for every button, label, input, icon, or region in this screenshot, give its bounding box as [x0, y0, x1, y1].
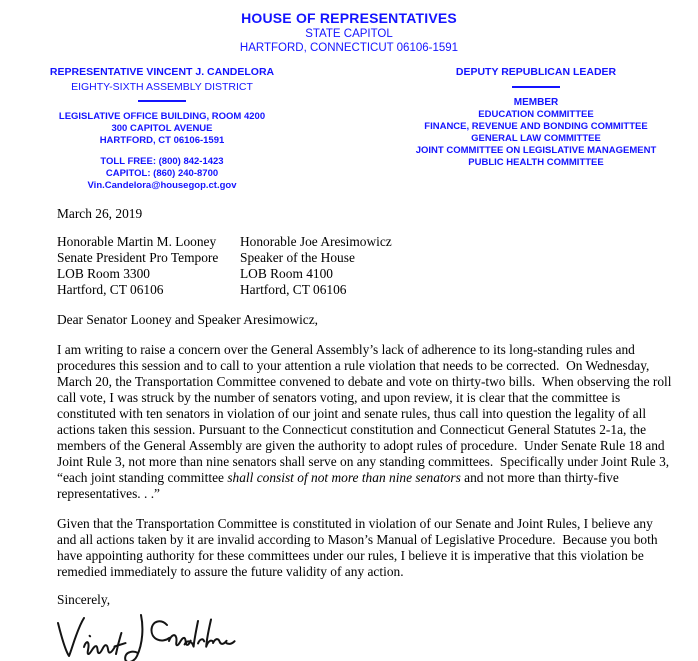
letterhead-center [0, 10, 698, 54]
recipients [57, 234, 674, 298]
recipient-line: Hartford, CT 06106 [240, 282, 347, 297]
committee-item: FINANCE, REVENUE AND BONDING COMMITTEE [424, 121, 648, 132]
address-line: 300 CAPITOL AVENUE [111, 123, 213, 134]
text-segment: I am writing to raise a concern over the General Assembly’s lack of adherence to its long-standing rules and procedures this session and to call to your attention a rule violation that needs to be corrected. On Wednesday, March 20, the Transportation Committee convened to debate and vote on thirty-two bills. When observing the roll call vote, I was struck by the number of senators voting, and upon review, it is clear that the committee is constituted with ten senators in violation of our joint and senate rules, thus call into question the legality of all actions taken this session. Pursuant to the Connecticut constitution and Connecticut General Statutes 2-1a, the members of the General Assembly are given the authority to adopt rules of procedure. Under Senate Rule 18 and Joint Rule 3, not more than nine senators shall serve on any standing committees. Specifically under Joint Rule 3, “each joint standing committee [57, 342, 675, 485]
recipient-line: Honorable Joe Aresimowicz [240, 234, 392, 249]
representative-block [6, 66, 318, 192]
assembly-district: EIGHTY-SIXTH ASSEMBLY DISTRICT [71, 81, 253, 93]
office-address [6, 111, 318, 147]
representative-name: REPRESENTATIVE VINCENT J. CANDELORA [49, 66, 275, 78]
paragraph [57, 342, 674, 502]
contact-info [6, 156, 318, 192]
italic-quote-segment: shall consist of not more than nine senators [227, 470, 461, 485]
paragraph [57, 516, 674, 580]
capitol-address-line: HARTFORD, CONNECTICUT 06106-1591 [239, 42, 459, 54]
closing: Sincerely, [57, 592, 111, 607]
committee-item: PUBLIC HEALTH COMMITTEE [468, 157, 604, 168]
salutation: Dear Senator Looney and Speaker Aresimowicz, [57, 312, 319, 327]
letter-paragraphs [57, 342, 674, 580]
contact-line: Vin.Candelora@housegop.ct.gov [87, 180, 237, 191]
recipient-looney [57, 234, 240, 298]
recipient-line: Speaker of the House [240, 250, 355, 265]
state-capitol-line: STATE CAPITOL [305, 28, 393, 40]
committee-item: JOINT COMMITTEE ON LEGISLATIVE MANAGEMENT [415, 145, 657, 156]
letterhead-columns [0, 66, 698, 192]
recipient-line: LOB Room 4100 [240, 266, 333, 281]
contact-line: CAPITOL: (860) 240-8700 [105, 168, 219, 179]
signature [53, 610, 674, 661]
address-line: LEGISLATIVE OFFICE BUILDING, ROOM 4200 [58, 111, 266, 122]
committee-item: GENERAL LAW COMMITTEE [471, 133, 601, 144]
house-title: HOUSE OF REPRESENTATIVES [241, 10, 457, 26]
member-label: MEMBER [513, 97, 559, 108]
letter-body [0, 206, 698, 661]
text-segment: and not more than thirty-five representatives. . .” [57, 470, 623, 501]
text-segment: Given that the Transportation Committee is constituted in violation of our Senate and Joint Rules, I believe any and all actions taken by it are invalid according to Mason’s Manual of Legislative Procedure. Because you both have appointing authority for these committees under our rules, I believe it is imperative that this violation be remedied immediately to assure the future validity of any action. [57, 516, 661, 579]
signature-image [53, 610, 238, 661]
recipient-line: Honorable Martin M. Looney [57, 234, 217, 249]
leadership-block [380, 66, 692, 192]
letterhead [0, 0, 698, 192]
recipient-line: LOB Room 3300 [57, 266, 150, 281]
divider-line [512, 86, 560, 88]
committee-list [380, 109, 692, 169]
recipient-line: Senate President Pro Tempore [57, 250, 219, 265]
address-line: HARTFORD, CT 06106-1591 [99, 135, 225, 146]
recipient-aresimowicz [240, 234, 423, 298]
committee-item: EDUCATION COMMITTEE [478, 109, 594, 120]
divider-line [138, 100, 186, 102]
recipient-line: Hartford, CT 06106 [57, 282, 164, 297]
leader-title: DEPUTY REPUBLICAN LEADER [455, 66, 617, 78]
letter-date: March 26, 2019 [57, 206, 143, 221]
contact-line: TOLL FREE: (800) 842-1423 [100, 156, 224, 167]
